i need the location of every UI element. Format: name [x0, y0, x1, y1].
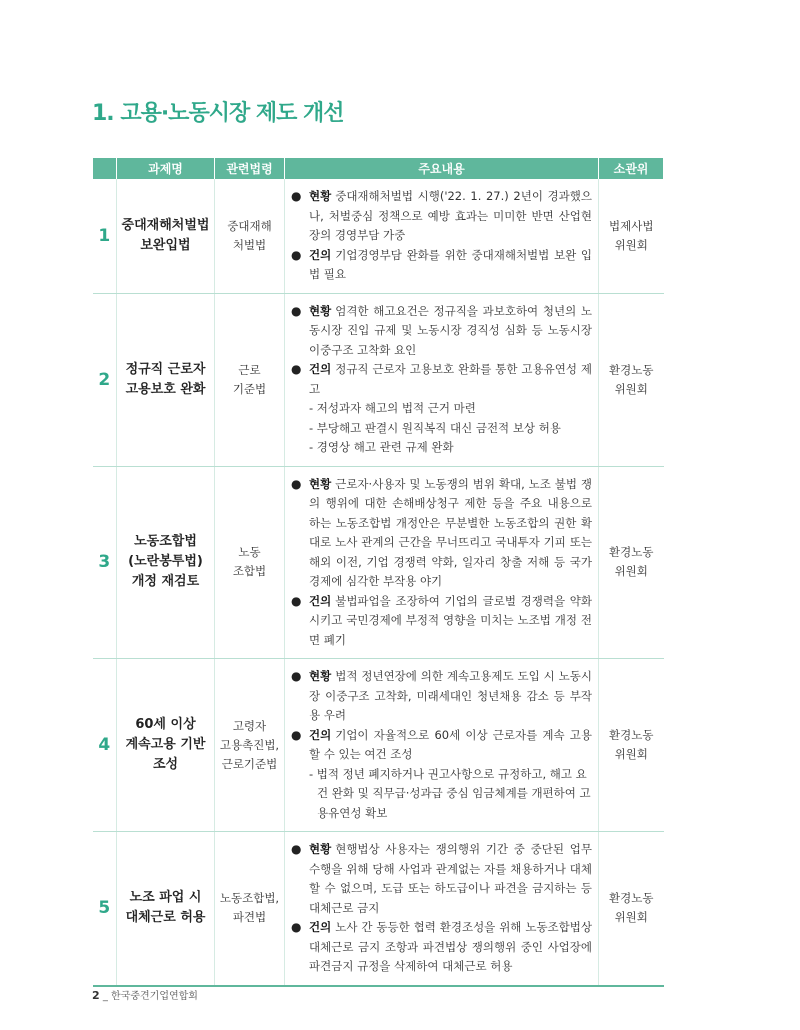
proposal-text: 기업이 자율적으로 60세 이상 근로자를 계속 고용할 수 있는 여건 조성	[309, 727, 592, 761]
status-item	[291, 187, 592, 246]
committee: 환경노동 위원회	[599, 659, 664, 832]
status-tag: 현황	[309, 189, 332, 203]
status-text: 근로자·사용자 및 노동쟁의 범위 확대, 노조 불법 쟁의 행위에 대한 손해배상청구 제한 등을 주요 내용으로 하는 노동조합법 개정안은 무분별한 노동조합의 권한 확대로 노사 관계의 근간을 무너뜨리고 국내투자 기피 또는 해외 이전, 기업 경쟁력 약화, 일자리 창출 저해 등 국가 경제에 심각한 부작용 야기	[309, 476, 592, 588]
proposal-tag: 건의	[309, 247, 332, 262]
proposal-item	[291, 360, 592, 399]
main-content	[285, 293, 599, 466]
header-content: 주요내용	[285, 158, 599, 179]
proposal-tag: 건의	[309, 362, 332, 376]
status-item	[291, 475, 592, 592]
related-law: 근로 기준법	[215, 293, 285, 466]
bullet-icon: ●	[291, 920, 302, 934]
sub-item: - 부당해고 판결시 원직복직 대신 금전적 보상 허용	[309, 420, 561, 435]
sub-item: - 법적 정년 폐지하거나 권고사항으로 규정하고, 해고 요건 완화 및 직무급·성과급 중심 임금체계를 개편하여 고용유연성 확보	[309, 766, 591, 820]
committee: 환경노동 위원회	[599, 832, 664, 986]
policy-table	[92, 158, 664, 987]
status-tag: 현황	[309, 476, 332, 491]
row-number: 1	[93, 179, 117, 293]
proposal-text: 불법파업을 조장하여 기업의 글로벌 경쟁력을 약화시키고 국민경제에 부정적 영향을 미치는 노조법 개정 전면 폐기	[309, 593, 592, 647]
task-name: 60세 이상 계속고용 기반 조성	[117, 659, 215, 832]
proposal-item	[291, 726, 592, 765]
bullet-icon: ●	[291, 362, 302, 376]
main-content	[285, 466, 599, 659]
bullet-icon: ●	[291, 247, 302, 262]
task-name: 정규직 근로자 고용보호 완화	[117, 293, 215, 466]
status-tag: 현황	[309, 303, 332, 318]
proposal-item	[291, 246, 592, 285]
bullet-icon: ●	[291, 842, 302, 856]
page-title: 1. 고용·노동시장 제도 개선	[92, 101, 344, 126]
proposal-tag: 건의	[309, 920, 332, 934]
committee: 환경노동 위원회	[599, 466, 664, 659]
bullet-icon: ●	[291, 593, 302, 608]
status-tag: 현황	[309, 669, 332, 683]
task-name: 노동조합법 (노란봉투법) 개정 재검토	[117, 466, 215, 659]
sub-item: - 저성과자 해고의 법적 근거 마련	[309, 401, 476, 415]
proposal-text: 정규직 근로자 고용보호 완화를 통한 고용유연성 제고	[309, 362, 592, 396]
status-text: 현행법상 사용자는 쟁의행위 기간 중 중단된 업무 수행을 위해 당해 사업과 관계없는 자를 채용하거나 대체할 수 없으며, 도급 또는 하도급이나 파견을 금지하는 등 대체근로 금지	[309, 842, 592, 915]
status-text: 중대재해처벌법 시행('22. 1. 27.) 2년이 경과했으나, 처벌중심 정책으로 예방 효과는 미미한 반면 산업현장의 경영부담 가중	[309, 189, 592, 242]
table-row	[93, 832, 664, 986]
related-law: 노동조합법, 파견법	[215, 832, 285, 986]
table-row	[93, 293, 664, 466]
related-law: 중대재해 처벌법	[215, 179, 285, 293]
proposal-text: 기업경영부담 완화를 위한 중대재해처벌법 보완 입법 필요	[309, 247, 592, 281]
proposal-tag: 건의	[309, 593, 332, 608]
table-header-row	[93, 158, 664, 179]
row-number: 5	[93, 832, 117, 986]
page-number: 2	[92, 989, 100, 1002]
proposal-text: 노사 간 동등한 협력 환경조성을 위해 노동조합법상 대체근로 금지 조항과 파견법상 쟁의행위 중인 사업장에 파견금지 규정을 삭제하여 대체근로 허용	[309, 920, 592, 973]
main-content	[285, 659, 599, 832]
main-content	[285, 832, 599, 986]
header-number	[93, 158, 117, 179]
row-number: 2	[93, 293, 117, 466]
header-task: 과제명	[117, 158, 215, 179]
status-text: 법적 정년연장에 의한 계속고용제도 도입 시 노동시장 이중구조 고착화, 미래세대인 청년채용 감소 등 부작용 우려	[309, 669, 592, 722]
status-item	[291, 302, 592, 361]
header-committee: 소관위	[599, 158, 664, 179]
footer	[92, 987, 198, 1002]
row-number: 3	[93, 466, 117, 659]
proposal-item	[291, 592, 592, 651]
bullet-icon: ●	[291, 476, 302, 491]
footer-separator: _	[102, 991, 108, 1002]
status-text: 엄격한 해고요건은 정규직을 과보호하여 청년의 노동시장 진입 규제 및 노동시장 경직성 심화 등 노동시장 이중구조 고착화 요인	[309, 303, 592, 357]
bullet-icon: ●	[291, 669, 302, 683]
main-content	[285, 179, 599, 293]
header-law: 관련법령	[215, 158, 285, 179]
status-item	[291, 667, 592, 726]
related-law: 고령자 고용촉진법, 근로기준법	[215, 659, 285, 832]
related-law: 노동 조합법	[215, 466, 285, 659]
bullet-icon: ●	[291, 189, 302, 203]
table-row	[93, 466, 664, 659]
task-name: 노조 파업 시 대체근로 허용	[117, 832, 215, 986]
bullet-icon: ●	[291, 303, 302, 318]
status-item	[291, 840, 592, 918]
footer-org: 한국중견기업연합회	[111, 991, 198, 1002]
table-row	[93, 179, 664, 293]
committee: 환경노동 위원회	[599, 293, 664, 466]
table-row	[93, 659, 664, 832]
row-number: 4	[93, 659, 117, 832]
committee: 법제사법 위원회	[599, 179, 664, 293]
proposal-item	[291, 918, 592, 977]
bullet-icon: ●	[291, 727, 302, 742]
sub-item: - 경영상 해고 관련 규제 완화	[309, 440, 454, 454]
status-tag: 현황	[309, 842, 332, 856]
task-name: 중대재해처벌법 보완입법	[117, 179, 215, 293]
proposal-tag: 건의	[309, 727, 332, 742]
